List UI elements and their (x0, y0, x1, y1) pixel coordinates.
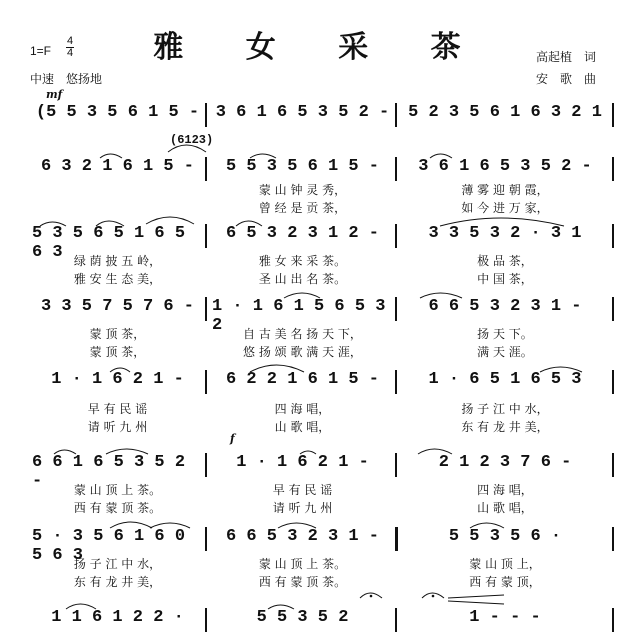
time-signature (66, 36, 74, 59)
lyric-line-verse-2 (0, 573, 640, 587)
song-title: 雅 女 采 茶 (153, 30, 487, 65)
measure: 6 6 5 3 2 3 1 - (225, 527, 380, 546)
lyric-segment: 雅 女 来 采 茶。 (258, 254, 347, 268)
lyric-segment: 请 听 九 州 (87, 420, 148, 434)
lyric-segment: 蒙 山 顶 上 茶。 (73, 483, 162, 497)
lyric-segment: 蒙 山 顶 上 茶。 (258, 557, 347, 571)
lyric-line-verse-2 (0, 199, 640, 213)
score-row (0, 370, 640, 398)
measure: 1 · 1 6 2 1 - (236, 453, 369, 472)
measure: 6 2 2 1 6 1 5 - (225, 370, 380, 389)
barline (205, 370, 207, 394)
lyric-segment: 雅 安 生 态 美， (73, 272, 162, 286)
lyric-line-verse-1 (0, 481, 640, 495)
lyric-segment: 满 天 涯。 (477, 345, 533, 359)
lyric-segment: 极 品 茶， (477, 254, 533, 268)
barline (395, 103, 397, 127)
lyric-segment (30, 181, 205, 195)
measure: 2 1 2 3 7 6 - (438, 453, 572, 472)
measure: 3 6 1 6 5 3 5 2 - (215, 103, 390, 122)
decrescendo-line (448, 595, 504, 598)
lyric-segment: 山 歌 唱， (477, 501, 533, 515)
measure: 5 5 3 5 6 1 5 - (225, 157, 380, 176)
lyric-line-verse-2 (0, 499, 640, 513)
lyric-line-verse-1 (0, 325, 640, 339)
barline (205, 527, 207, 551)
barline (395, 527, 398, 551)
lyricist-credit: 高起植 词 (536, 50, 597, 64)
measure: 1 · 6 5 1 6 5 3 (428, 370, 582, 389)
lyric-segment: 薄 雾 迎 朝 霞， (461, 183, 549, 197)
lyric-segment: 西 有 蒙 顶 茶。 (73, 501, 162, 515)
measure: 3 3 5 3 2 · 3 1 (428, 224, 582, 243)
key-label: 1=F (30, 44, 52, 58)
barline (612, 453, 614, 477)
lyric-segment: 自 古 美 名 扬 天 下， (243, 327, 362, 341)
barline (395, 608, 397, 632)
lyric-segment: 东 有 龙 井 美， (73, 575, 162, 589)
measure: 5 2 3 5 6 1 6 3 2 1 (408, 103, 602, 122)
barline (395, 224, 397, 248)
measure: 1 1 6 1 2 2 · (51, 608, 184, 627)
lyric-segment: 早 有 民 谣 (272, 483, 333, 497)
measure: 6 6 1 6 5 3 5 2 - (32, 453, 186, 491)
dynamic-mf: mf (46, 88, 63, 101)
barline (612, 103, 614, 127)
lyric-line-verse-2 (0, 418, 640, 432)
tempo-marking: 中速 悠扬地 (30, 72, 103, 86)
barline (612, 370, 614, 394)
lyric-segment: 曾 经 是 贡 茶， (258, 201, 347, 215)
lyric-segment: 圣 山 出 名 茶。 (258, 272, 347, 286)
lyric-segment: 中 国 茶， (477, 272, 533, 286)
slur (146, 217, 194, 224)
measure: 1 · 1 6 1 5 6 5 3 2 (212, 297, 386, 335)
composer-credit: 安 歌 曲 (536, 72, 597, 86)
time-top: 4 (66, 35, 74, 47)
measure: (5 5 3 5 6 1 5 - (35, 103, 200, 122)
lyric-segment: 悠 扬 颂 歌 满 天 涯， (243, 345, 362, 359)
key-signature (30, 44, 51, 58)
barline (205, 224, 207, 248)
barline (612, 224, 614, 248)
fermata-dot (432, 595, 435, 598)
measure: 3 3 5 7 5 7 6 - (40, 297, 195, 316)
lyric-line-verse-1 (0, 252, 640, 266)
decrescendo-line (448, 601, 504, 604)
lyric-segment: 四 海 唱， (274, 402, 331, 416)
lyric-segment: 东 有 龙 井 美， (461, 420, 549, 434)
barline (612, 527, 614, 551)
barline (395, 157, 397, 181)
barline (612, 297, 614, 321)
measure: 6 3 2 1 6 1 5 - (40, 157, 195, 176)
lyric-segment: 蒙 山 钟 灵 秀， (258, 183, 347, 197)
fermata-dot (370, 595, 373, 598)
barline (395, 370, 397, 394)
measure: 1 · 1 6 2 1 - (51, 370, 184, 389)
score-row (0, 608, 640, 636)
measure: 5 5 3 5 6 · (448, 527, 562, 546)
lyric-segment: 蒙 山 顶 上， (469, 557, 541, 571)
lyric-segment: 如 今 进 万 家， (461, 201, 549, 215)
barline (395, 297, 397, 321)
measure: 6 6 5 3 2 3 1 - (428, 297, 582, 316)
lyric-line-verse-2 (0, 270, 640, 284)
measure: 6 5 3 2 3 1 2 - (225, 224, 380, 243)
fermata (422, 593, 444, 598)
lyric-segment: 早 有 民 谣 (87, 402, 148, 416)
lyric-segment: 蒙 顶 茶， (89, 327, 146, 341)
measure: 5 5 3 5 2 (256, 608, 349, 627)
barline (612, 157, 614, 181)
measure: 5 3 5 6 5 1 6 5 6 3 (32, 224, 186, 262)
lyric-segment: 扬 天 下。 (477, 327, 533, 341)
dynamic-f: f (230, 432, 235, 445)
barline (612, 608, 614, 632)
lyric-segment: 请 听 九 州 (272, 501, 333, 515)
lyric-segment: 绿 荫 披 五 岭， (73, 254, 162, 268)
lyric-segment: 扬 子 江 中 水， (461, 402, 549, 416)
lyric-line-verse-2 (0, 343, 640, 357)
lyric-line-verse-1 (0, 181, 640, 195)
measure: 5 · 3 5 6 1 6 0 5 6 3 (32, 527, 186, 565)
fermata (360, 593, 382, 598)
lyric-segment: 蒙 顶 茶， (89, 345, 146, 359)
lyric-segment: 西 有 蒙 顶， (469, 575, 541, 589)
lyric-segment: 扬 子 江 中 水， (73, 557, 162, 571)
time-bottom: 4 (66, 47, 74, 59)
lyric-segment: 西 有 蒙 顶 茶。 (258, 575, 347, 589)
lyric-segment (30, 199, 205, 213)
barline (205, 608, 207, 632)
barline (205, 103, 207, 127)
pickup-note: (6123) (170, 133, 214, 147)
barline (205, 157, 207, 181)
lyric-line-verse-1 (0, 555, 640, 569)
score-row (0, 103, 640, 131)
lyric-line-verse-1 (0, 400, 640, 414)
barline (205, 297, 207, 321)
measure: 1 - - - (469, 608, 541, 627)
lyric-segment: 山 歌 唱， (274, 420, 331, 434)
measure: 3 6 1 6 5 3 5 2 - (418, 157, 592, 176)
barline (205, 453, 207, 477)
barline (395, 453, 397, 477)
lyric-segment: 四 海 唱， (477, 483, 533, 497)
